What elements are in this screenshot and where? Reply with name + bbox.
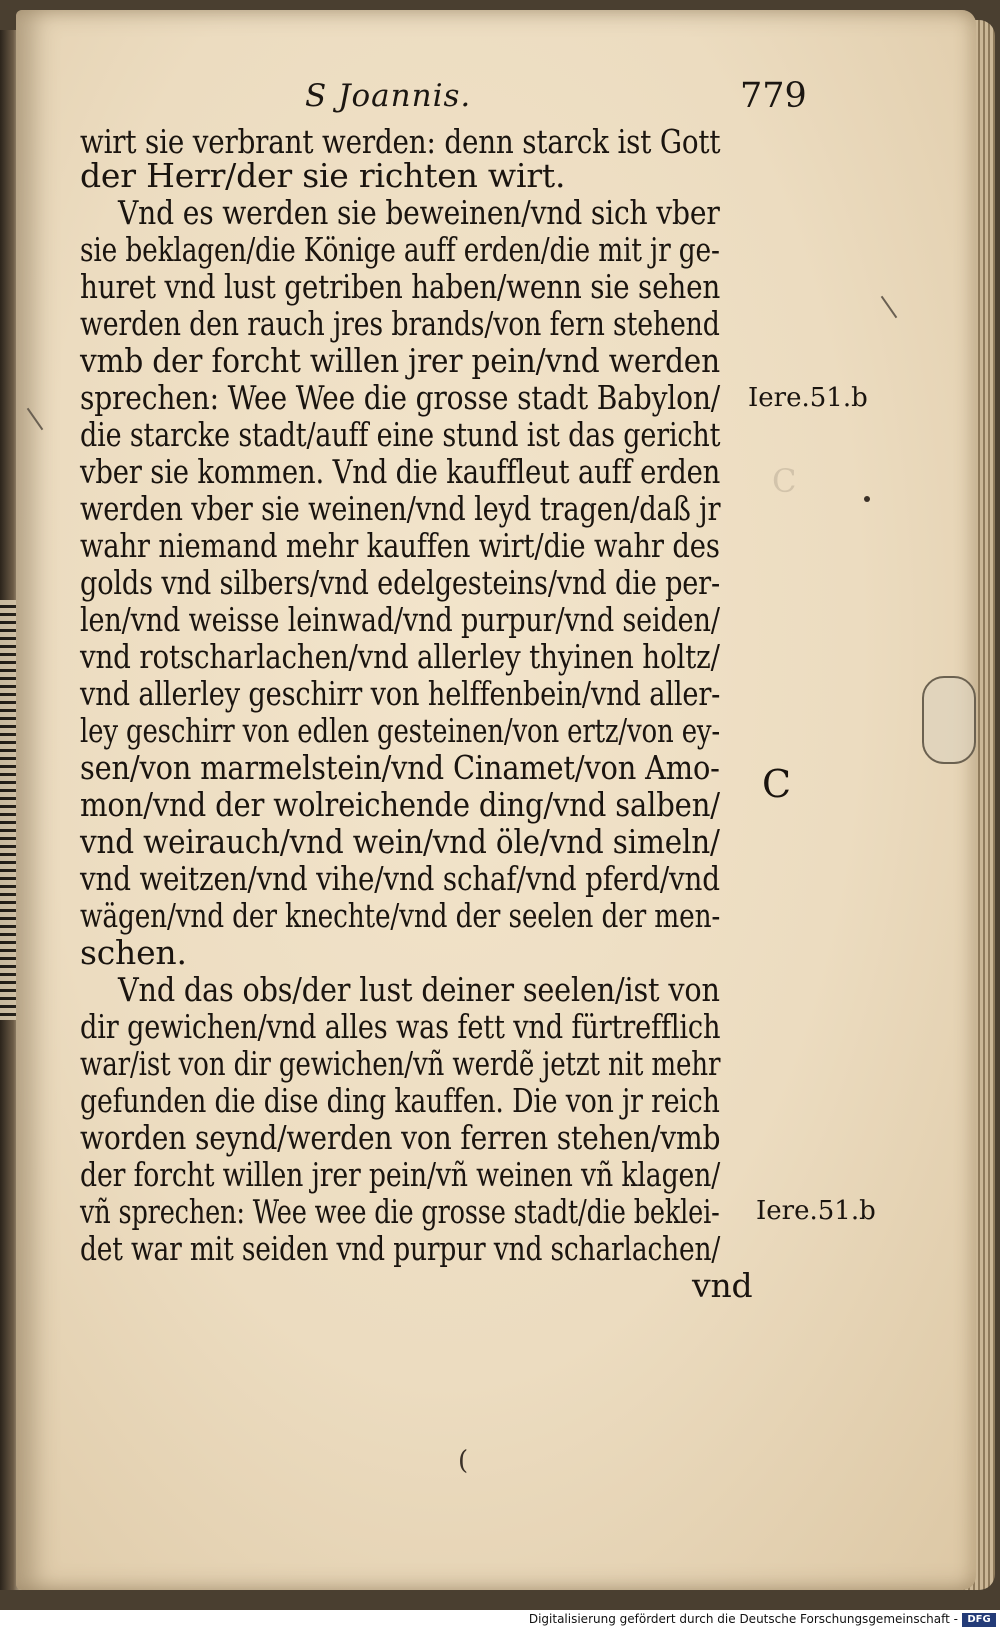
text-line: wirt sie verbrant werden: denn starck ist Gott [80,122,721,161]
text-line: schen. [80,933,187,972]
page-number: 779 [740,76,807,116]
text-line: vber sie kommen. Vnd die kauffleut auff erden [80,452,721,491]
ink-dot [864,496,870,502]
text-line: gefunden die dise ding kauffen. Die von jr reich [80,1081,720,1120]
text-line: vñ sprechen: Wee wee die grosse stadt/die beklei- [80,1192,720,1231]
funding-credit: Digitalisierung gefördert durch die Deutsche Forschungsgemeinschaft - [528,1612,958,1626]
text-line: sprechen: Wee Wee die grosse stadt Babylon/ [80,378,721,417]
text-line: ley geschirr von edlen gesteinen/von ertz/von ey- [80,711,721,750]
text-line: vnd rotscharlachen/vnd allerley thyinen holtz/ [80,637,720,676]
text-line: dir gewichen/vnd alles was fett vnd fürtrefflich [80,1007,721,1046]
dfg-logo: DFG [962,1613,996,1627]
margin-note-reference: Iere.51.b [748,383,868,413]
text-line: der forcht willen jrer pein/vñ weinen vñ klagen/ [80,1155,721,1194]
text-line: Vnd es werden sie beweinen/vnd sich vber [118,193,720,232]
marginal-section-letter: C [762,762,792,806]
text-line: wägen/vnd der knechte/vnd der seelen der men- [80,896,721,935]
text-line: werden vber sie weinen/vnd leyd tragen/daß jr [80,489,721,528]
running-head: S Joannis. [305,78,472,114]
text-line: det war mit seiden vnd purpur vnd scharlachen/ [80,1229,721,1268]
bookmark-tab [922,676,976,764]
show-through-letter: C [772,462,797,500]
text-line: war/ist von dir gewichen/vñ werdẽ jetzt nit mehr [80,1044,721,1083]
text-line: vmb der forcht willen jrer pein/vnd werden [80,341,720,380]
text-line: Vnd das obs/der lust deiner seelen/ist von [118,970,720,1009]
text-line: werden den rauch jres brands/von fern stehend [80,304,720,343]
text-line: der Herr/der sie richten wirt. [80,156,566,195]
text-line: len/vnd weisse leinwad/vnd purpur/vnd seiden/ [80,600,720,639]
text-line: sen/von marmelstein/vnd Cinamet/von Amo- [80,748,720,787]
text-line: sie beklagen/die Könige auff erden/die mit jr ge- [80,230,720,269]
bottom-mark: ( [458,1446,469,1476]
catchword: vnd [692,1266,753,1305]
text-line: mon/vnd der wolreichende ding/vnd salben/ [80,785,720,824]
text-line: huret vnd lust getriben haben/wenn sie sehen [80,267,721,306]
text-line: golds vnd silbers/vnd edelgesteins/vnd die per- [80,563,721,602]
text-line: vnd weirauch/vnd wein/vnd öle/vnd simeln/ [80,822,720,861]
footer-bar [0,1610,1000,1631]
text-line: vnd weitzen/vnd vihe/vnd schaf/vnd pferd/vnd [80,859,720,898]
margin-note-reference: Iere.51.b [756,1196,876,1226]
text-line: wahr niemand mehr kauffen wirt/die wahr des [80,526,720,565]
text-line: worden seynd/werden von ferren stehen/vmb [80,1118,721,1157]
text-line: die starcke stadt/auff eine stund ist das gericht [80,415,721,454]
text-line: vnd allerley geschirr von helffenbein/vnd aller- [80,674,721,713]
